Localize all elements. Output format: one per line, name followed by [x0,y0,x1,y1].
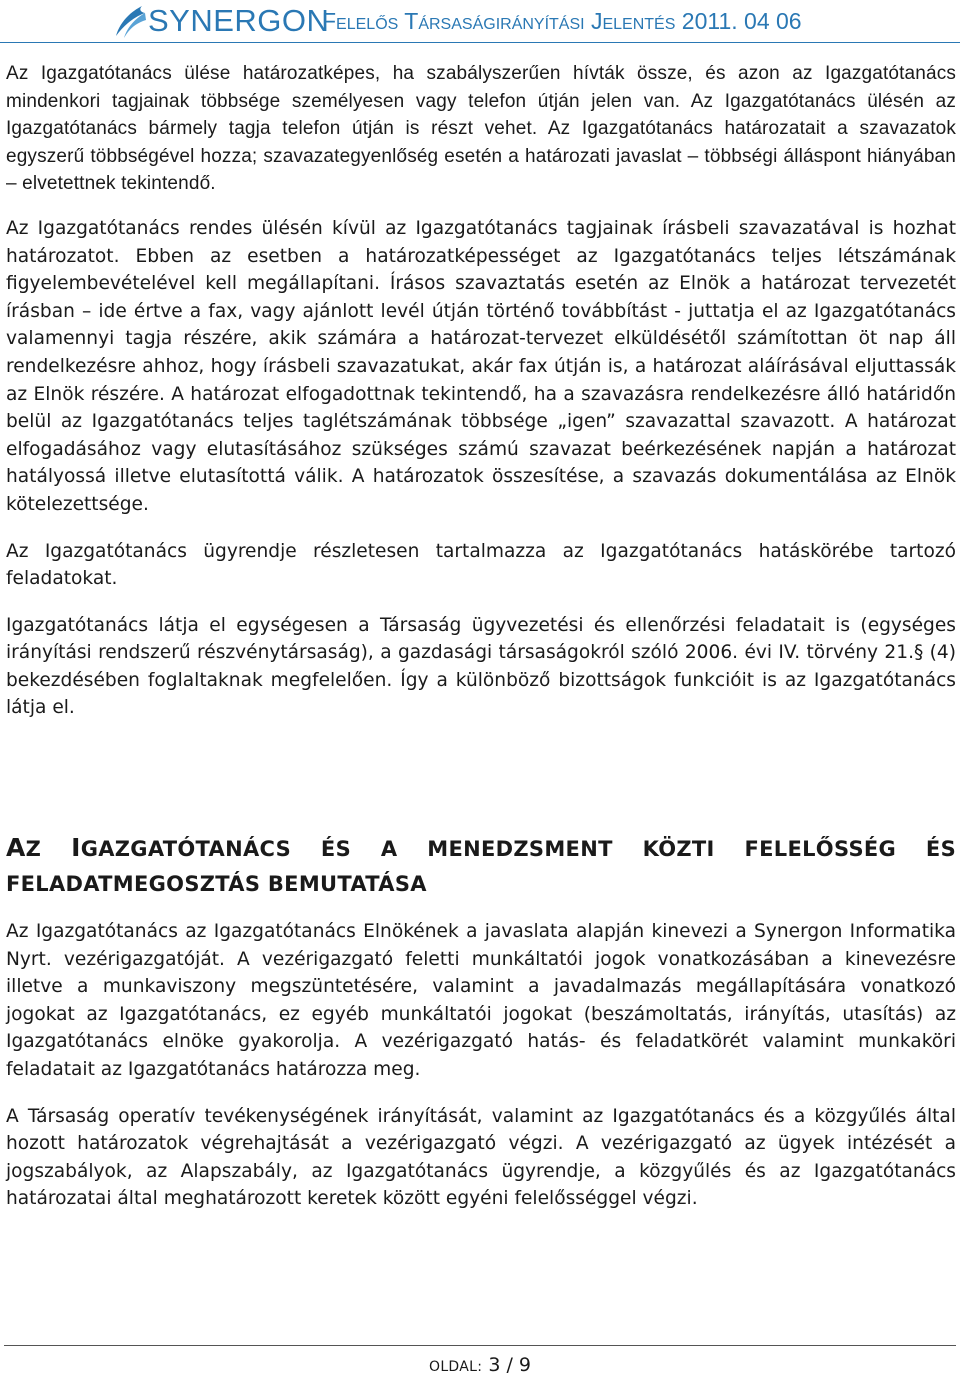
document-body [6,60,956,1213]
paragraph-rules-of-procedure: Az Igazgatótanács ügyrendje részletesen tartalmazza az Igazgatótanács hatáskörébe tartozó feladatokat. [6,540,956,590]
header-divider [0,42,960,43]
synergon-logo [112,2,329,40]
logo-text: SYNERGON [148,3,330,38]
page-header [0,0,960,44]
swoosh-icon [112,3,146,39]
paragraph-quorum: Az Igazgatótanács ülése határozatképes, ha szabályszerűen hívták össze, és azon az Igazgatótanács mindenkori tagjainak többsége személyesen vagy telefon útján jelen van. Az Igazgatótanács ülésén az Igazgatótanács bármely tagja telefon útján is részt vehet. Az Igazgatótanács határozatait a szavazatok egyszerű többségével hozza; szavazategyenlőség esetén a határozati javaslat – többségi álláspont hiányában – elvetettnek tekintendő. [6,63,956,195]
page-label: OLDAL: [429,1359,483,1375]
paragraph-board-duties: Igazgatótanács látja el egységesen a Társaság ügyvezetési és ellenőrzési feladatait is (egységes irányítási rendszerű részvénytársaság), a gazdasági társaságokról szóló 2006. évi IV. törvény 21.§ (4) bekezdésében foglaltaknak megfelelően. Így a különböző bizottságok funkcióit is az Igazgatótanács látja el. [6,614,956,719]
section-heading: AZ IGAZGATÓTANÁCS ÉS A MENEDZSMENT KÖZTI FELELŐSSÉG ÉS FELADATMEGOSZTÁS BEMUTATÁSA [6,833,957,897]
paragraph-ceo-appointment: Az Igazgatótanács az Igazgatótanács Elnökének a javaslata alapján kinevezi a Synergon Informatika Nyrt. vezérigazgatóját. A vezérigazgató feletti munkáltatói jogok vonatkozásában a kinevezésre illetve a munkaviszony megszüntetésére, valamint a javadalmazás megállapítására vonatkozó jogokat az Igazgatótanács, ez egyéb munkáltatói jogokat (beszámoltatás, irányítás, utasítás) az Igazgatótanács elnöke gyakorolja. A vezérigazgató hatás- és feladatkörét valamint munkaköri feladatait az Igazgatótanács határozza meg. [6,921,956,1081]
paragraph-written-vote: Az Igazgatótanács rendes ülésén kívül az Igazgatótanács tagjainak írásbeli szavazatával is hozhat határozatot. Ebben az esetben a határozatképességet az Igazgatótanács teljes létszámának figyelembevételével kell megállapítani. Írásos szavaztatás esetén az Elnök a határozat tervezetét írásban – ide értve a fax, vagy ajánlott levél útján történő továbbítást - juttatja el az Igazgatótanács valamennyi tagja részére, akik számára a határozat-tervezet elküldésétől számítottan öt nap áll rendelkezésre ahhoz, hogy írásbeli szavazatukat, akár fax útján is, a határozat aláírásával eljuttassák az Elnök részére. A határozat elfogadottnak tekintendő, ha a szavazásra rendelkezésre álló határidőn belül az Igazgatótanács teljes taglétszámának többsége „igen” szavazattal szavazott. A határozat elfogadásához vagy elutasításához szükséges számú szavazat beérkezésének napján a határozat hatályossá illetve elutasítottá válik. A határozatok összesítése, a szavazás dokumentálása az Elnök kötelezettsége. [6,217,956,515]
document-title: Felelős Társaságirányítási Jelentés 2011. 04 06 [322,8,802,34]
page-footer [0,1354,960,1376]
footer-divider [4,1345,956,1346]
paragraph-ceo-duties: A Társaság operatív tevékenységének irányítását, valamint az Igazgatótanács és a közgyűlés által hozott határozatok végrehajtását a vezérigazgató végzi. A vezérigazgató az ügyek intézését a jogszabályok, az Alapszabály, az Igazgatótanács ügyrendje, a közgyűlés és az Igazgatótanács határozatai által meghatározott keretek között egyéni felelősséggel végzi. [6,1105,956,1210]
page-number: 3 / 9 [488,1354,531,1376]
